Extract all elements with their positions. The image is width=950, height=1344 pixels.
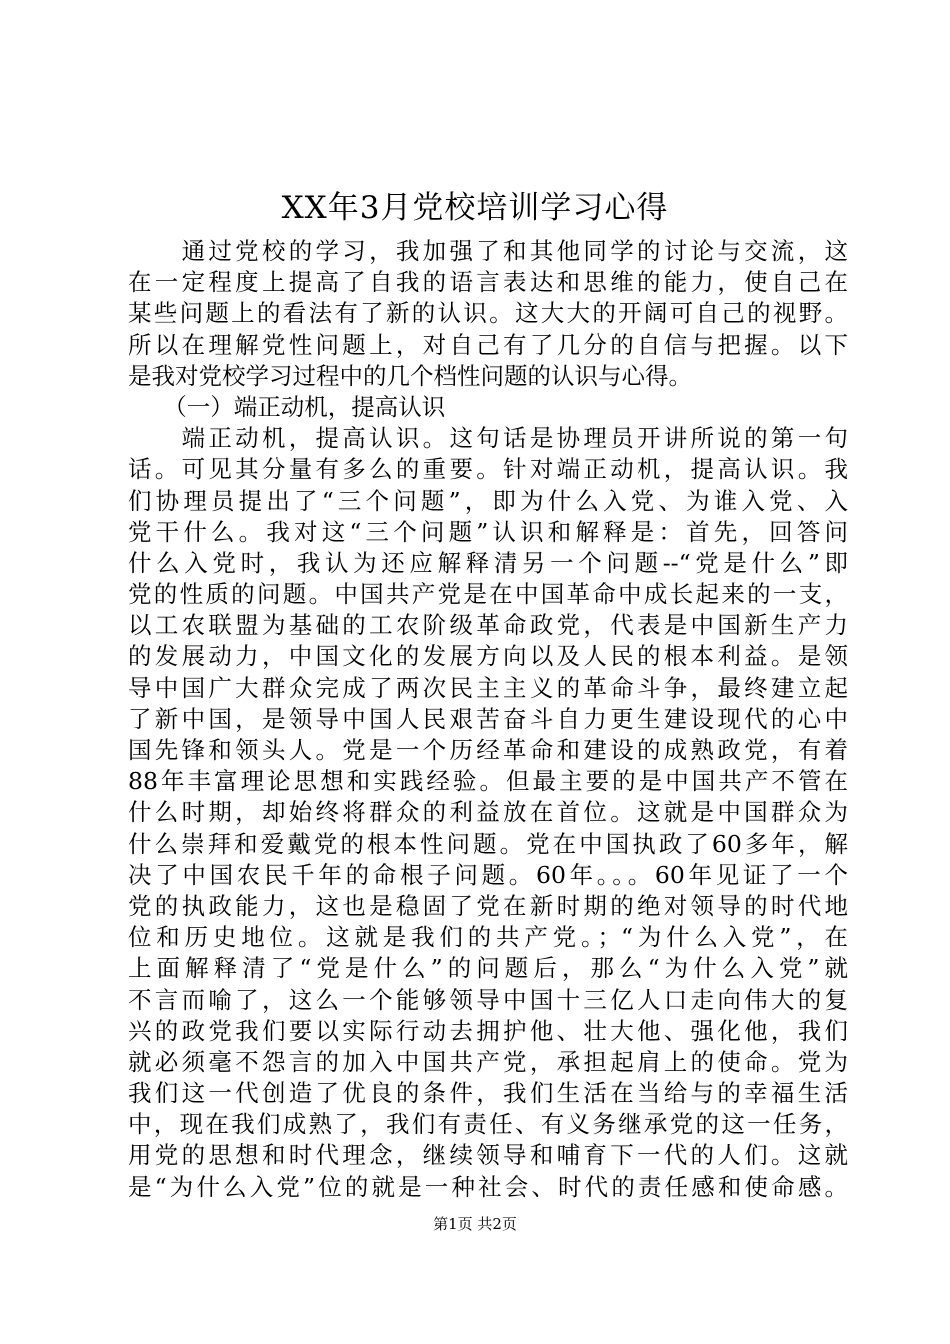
body-line: 通过党校的学习，我加强了和其他同学的讨论与交流，这	[128, 237, 848, 265]
body-line: 什么时期，却始终将群众的利益放在首位。这就是中国群众为	[128, 798, 848, 827]
body-line: 所以在理解党性问题上，对自己有了几分的自信与把握。以下	[128, 330, 848, 359]
body-line: 以工农联盟为基础的工农阶级革命政党，代表是中国新生产力	[128, 611, 848, 640]
body-line: 什么崇拜和爱戴党的根本性问题。党在中国执政了60多年，解	[128, 829, 848, 858]
page-footer: 第1页 共2页	[433, 1215, 517, 1233]
body-line: 的发展动力，中国文化的发展方向以及人民的根本利益。是领	[128, 642, 848, 671]
body-line: 了新中国，是领导中国人民艰苦奋斗自力更生建设现代的心中	[128, 704, 848, 733]
body-line: 中，现在我们成熟了，我们有责任、有义务继承党的这一任务，	[128, 1110, 848, 1139]
body-line: 们协理员提出了“三个问题”，即为什么入党、为谁入党、入	[128, 486, 848, 515]
body-line: 是我对党校学习过程中的几个档性问题的认识与心得。	[128, 361, 692, 390]
section-heading: （一）端正动机，提高认识	[128, 392, 446, 421]
body-line: 兴的政党我们要以实际行动去拥护他、壮大他、强化他，我们	[128, 1016, 848, 1045]
body-line: 导中国广大群众完成了两次民主主义的革命斗争，最终建立起	[128, 673, 848, 702]
body-line: 国先锋和领头人。党是一个历经革命和建设的成熟政党，有着	[128, 736, 848, 764]
body-line: 就必须毫不怨言的加入中国共产党，承担起肩上的使命。党为	[128, 1047, 848, 1076]
body-line: 不言而喻了，这么一个能够领导中国十三亿人口走向伟大的复	[128, 985, 848, 1014]
document-body	[128, 236, 848, 1203]
document-title: XX年3月党校培训学习心得	[281, 190, 669, 226]
body-line: 在一定程度上提高了自我的语言表达和思维的能力，使自己在	[128, 268, 848, 297]
body-line: 是“为什么入党”位的就是一种社会、时代的责任感和使命感。	[128, 1172, 848, 1201]
body-line: 位和历史地位。这就是我们的共产党。；“为什么入党”，在	[128, 923, 848, 952]
body-line: 党干什么。我对这“三个问题”认识和解释是：首先，回答问	[128, 517, 848, 546]
body-line: 党的执政能力，这也是稳固了党在新时期的绝对领导的时代地	[128, 891, 848, 920]
body-line: 用党的思想和时代理念，继续领导和哺育下一代的人们。这就	[128, 1141, 848, 1170]
body-line: 什么入党时，我认为还应解释清另一个问题--“党是什么”即	[128, 548, 848, 577]
body-line: 我们这一代创造了优良的条件，我们生活在当给与的幸福生活	[128, 1079, 848, 1108]
body-line: 某些问题上的看法有了新的认识。这大大的开阔可自己的视野。	[128, 299, 848, 328]
body-line: 端正动机，提高认识。这句话是协理员开讲所说的第一句	[128, 424, 848, 453]
body-line: 决了中国农民千年的命根子问题。60年。。。60年见证了一个	[128, 860, 848, 889]
body-line: 上面解释清了“党是什么”的问题后，那么“为什么入党”就	[128, 954, 848, 983]
body-line: 话。可见其分量有多么的重要。针对端正动机，提高认识。我	[128, 455, 848, 484]
body-line: 88年丰富理论思想和实践经验。但最主要的是中国共产不管在	[128, 767, 848, 796]
body-line: 党的性质的问题。中国共产党是在中国革命中成长起来的一支，	[128, 580, 848, 609]
